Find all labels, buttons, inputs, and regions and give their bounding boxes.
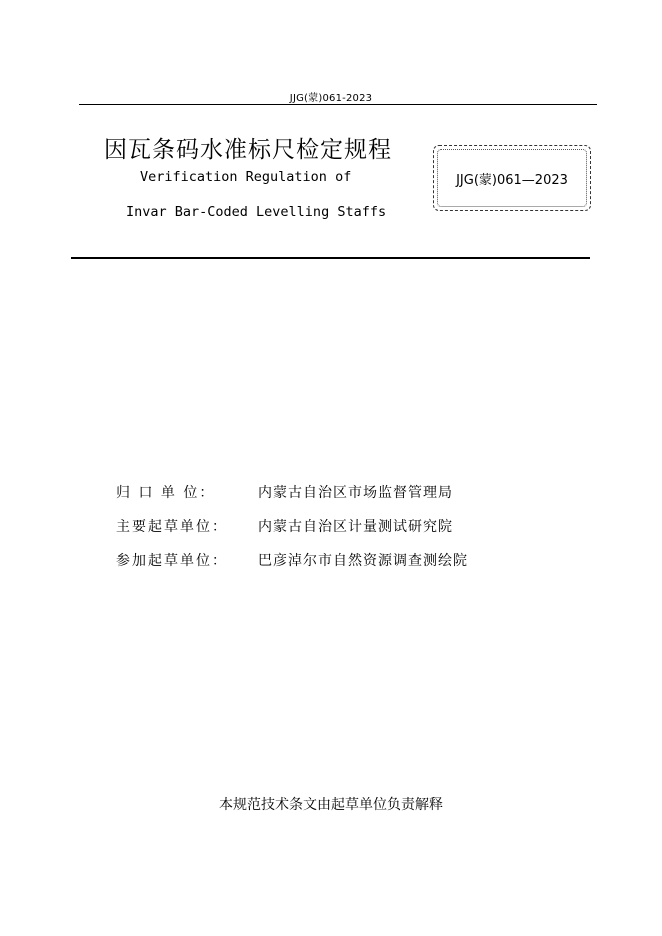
regulation-code-box (433, 145, 591, 211)
department-label: 参加起草单位： (116, 553, 228, 569)
department-row-responsible (116, 482, 453, 502)
regulation-code: JJG(蒙)061—2023 (456, 172, 568, 188)
title-divider (71, 257, 590, 259)
department-label: 主要起草单位： (116, 519, 228, 535)
code-box-inner-border (437, 149, 587, 207)
document-title: 因瓦条码水准标尺检定规程 (104, 137, 392, 163)
english-title-line-2: Invar Bar-Coded Levelling Staffs (126, 204, 387, 220)
department-row-main-drafter (116, 516, 453, 536)
header-code: JJG(蒙)061-2023 (289, 93, 373, 104)
department-label: 归 口 单 位： (116, 485, 216, 501)
department-value: 内蒙古自治区计量测试研究院 (258, 519, 453, 535)
department-value: 巴彦淖尔市自然资源调查测绘院 (258, 553, 468, 569)
header-divider (79, 104, 597, 105)
department-row-participating-drafter (116, 550, 468, 570)
english-title-line-1: Verification Regulation of (140, 169, 352, 185)
interpretation-note: 本规范技术条文由起草单位负责解释 (219, 797, 443, 813)
department-value: 内蒙古自治区市场监督管理局 (258, 485, 453, 501)
